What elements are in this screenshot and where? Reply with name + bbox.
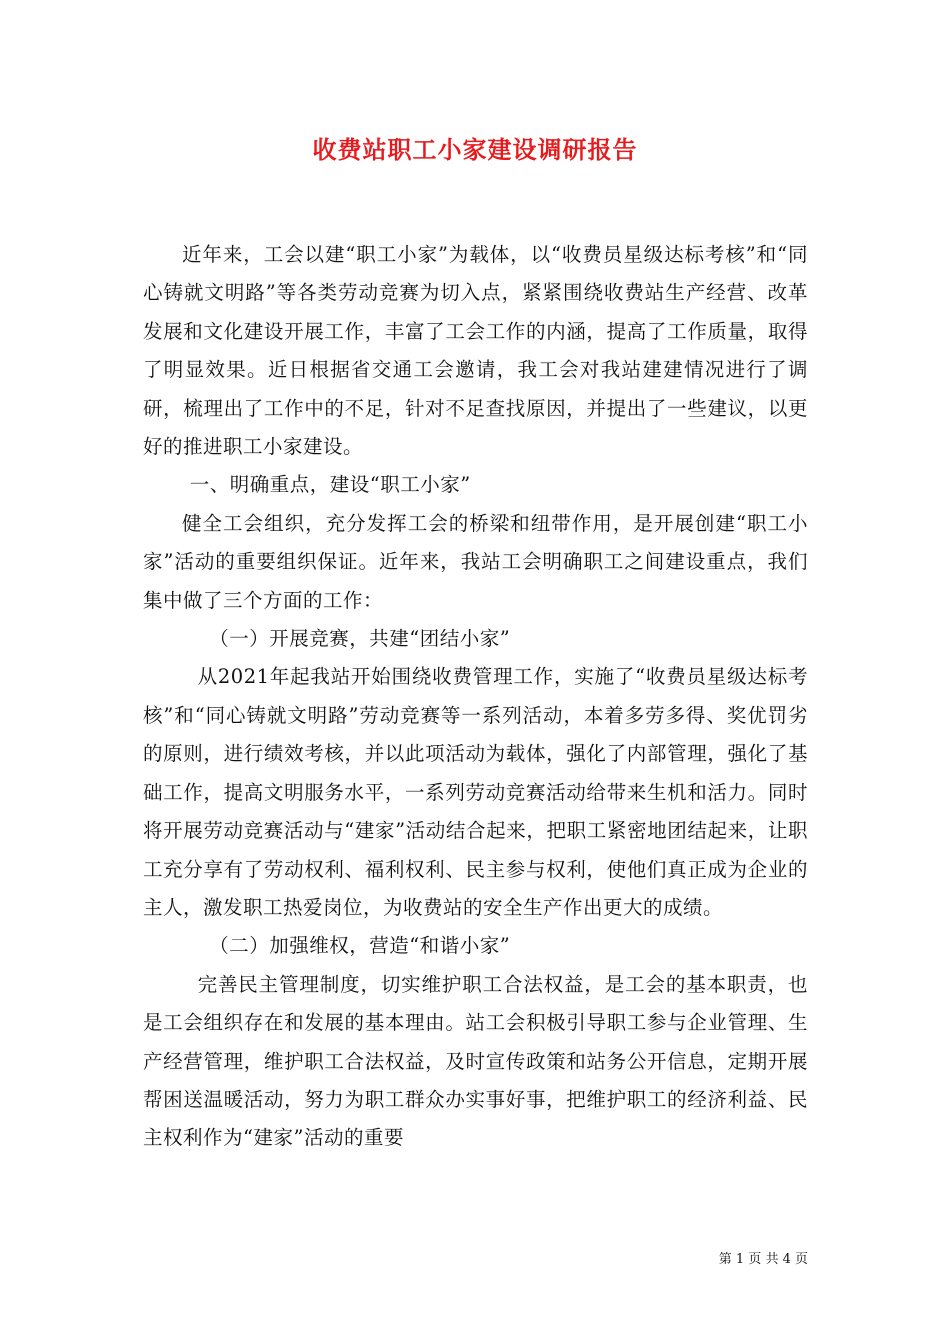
paragraph-section-1: 健全工会组织，充分发挥工会的桥梁和纽带作用，是开展创建“职工小家”活动的重要组织保证。近年来，我站工会明确职工之间建设重点，我们集中做了三个方面的工作：	[143, 511, 808, 612]
heading-subsection-1: （一）开展竞赛，共建“团结小家”	[209, 627, 511, 651]
paragraph-subsection-1: 从2021年起我站开始围绕收费管理工作，实施了“收费员星级达标考核”和“同心铸就文明路”劳动竞赛等一系列活动，本着多劳多得、奖优罚劣的原则，进行绩效考核，并以此项活动为载体，强化了内部管理，强化了基础工作，提高文明服务水平，一系列劳动竞赛活动给带来生机和活力。同时将开展劳动竞赛活动与“建家”活动结合起来，把职工紧密地团结起来，让职工充分享有了劳动权利、福利权利、民主参与权利，使他们真正成为企业的主人，激发职工热爱岗位，为收费站的安全生产作出更大的成绩。	[143, 665, 808, 919]
document-body	[143, 236, 808, 1158]
page-number: 第 1 页 共 4 页	[718, 1252, 808, 1267]
paragraph-subsection-2: 完善民主管理制度，切实维护职工合法权益，是工会的基本职责，也是工会组织存在和发展的基本理由。站工会积极引导职工参与企业管理、生产经营管理，维护职工合法权益，及时宣传政策和站务公开信息，定期开展帮困送温暖活动，努力为职工群众办实事好事，把维护职工的经济利益、民主权利作为“建家”活动的重要	[143, 972, 808, 1150]
heading-subsection-2: （二）加强维权，营造“和谐小家”	[209, 934, 511, 958]
document-title: 收费站职工小家建设调研报告	[312, 135, 638, 164]
heading-section-1: 一、明确重点，建设“职工小家”	[189, 473, 471, 497]
paragraph-intro: 近年来，工会以建“职工小家”为载体，以“收费员星级达标考核”和“同心铸就文明路”等各类劳动竞赛为切入点，紧紧围绕收费站生产经营、改革发展和文化建设开展工作，丰富了工会工作的内涵，提高了工作质量，取得了明显效果。近日根据省交通工会邀请，我工会对我站建建情况进行了调研，梳理出了工作中的不足，针对不足查找原因，并提出了一些建议，以更好的推进职工小家建设。	[143, 243, 808, 459]
